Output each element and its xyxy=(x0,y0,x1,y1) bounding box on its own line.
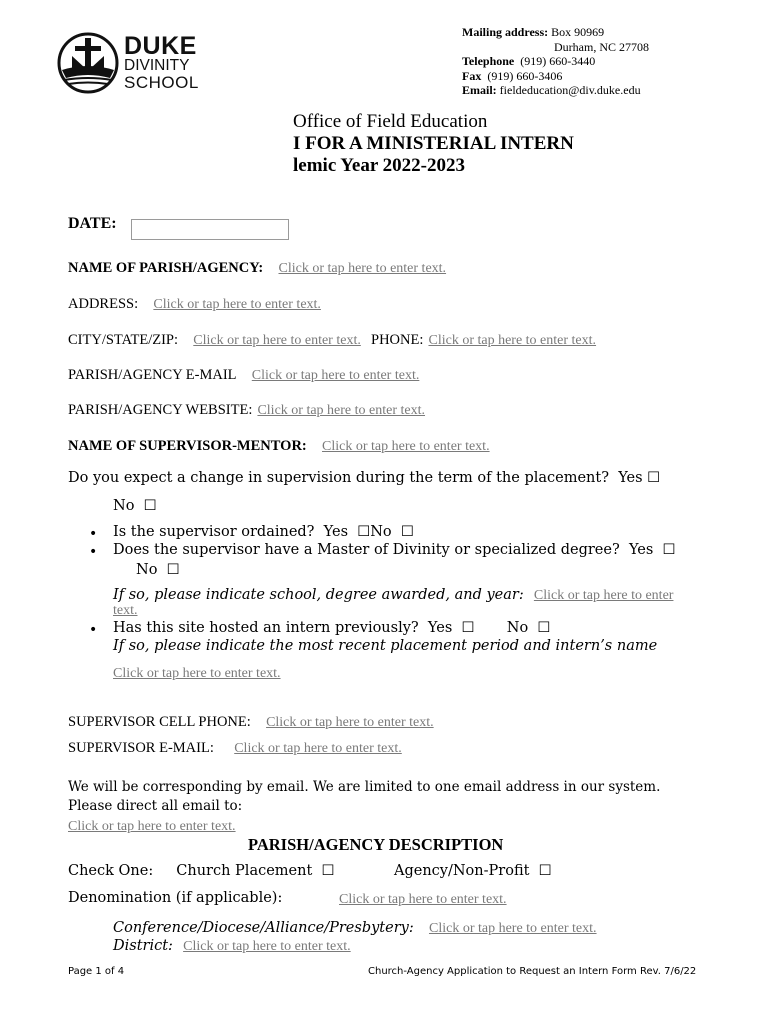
degree-yes-label: Yes xyxy=(628,542,654,558)
contact-block xyxy=(462,25,649,98)
hosted-no-checkbox[interactable]: ☐ xyxy=(537,620,551,636)
logo-school: SCHOOL xyxy=(124,73,199,92)
parish-name-label: NAME OF PARISH/AGENCY: xyxy=(68,260,264,276)
ordained-question xyxy=(113,524,414,540)
hosted-no-label: No xyxy=(506,620,529,636)
correspondence-email-input[interactable]: Click or tap here to enter text. xyxy=(68,819,236,834)
conference-label: Conference/Diocese/Alliance/Presbytery: xyxy=(113,920,414,936)
degree-yes-checkbox[interactable]: ☐ xyxy=(662,542,676,558)
supervisor-email-input[interactable]: Click or tap here to enter text. xyxy=(234,741,402,756)
agency-label: Agency/Non-Profit xyxy=(394,863,530,879)
parish-name-input[interactable]: Click or tap here to enter text. xyxy=(278,261,447,276)
parish-email-input[interactable]: Click or tap here to enter text. xyxy=(251,368,420,383)
change-no-checkbox[interactable]: ☐ xyxy=(143,498,157,514)
degree-no-line xyxy=(136,562,180,578)
degree-details-input[interactable]: Click or tap here to enter xyxy=(533,588,674,603)
ordained-yes-label: Yes xyxy=(323,524,349,540)
form-title: I FOR A MINISTERIAL INTERN xyxy=(293,133,574,154)
church-placement-checkbox[interactable]: ☐ xyxy=(321,863,335,879)
bullet-hosted: • xyxy=(89,622,98,638)
change-yes-label: Yes xyxy=(618,470,643,486)
hosted-details-input[interactable]: Click or tap here to enter text. xyxy=(113,666,281,681)
conference-input[interactable]: Click or tap here to enter text. xyxy=(428,921,597,936)
logo-duke: DUKE xyxy=(124,32,197,60)
address-input[interactable]: Click or tap here to enter text. xyxy=(153,297,321,312)
correspondence-line2: Please direct all email to: xyxy=(68,798,243,814)
address-label: ADDRESS: xyxy=(68,296,139,312)
website-row xyxy=(68,399,425,419)
degree-followup-text: If so, please indicate school, degree awarded, and year: xyxy=(113,587,524,603)
telephone-label: Telephone xyxy=(462,54,515,68)
denomination-input[interactable]: Click or tap here to enter text. xyxy=(339,892,507,907)
supervisor-label: NAME OF SUPERVISOR-MENTOR: xyxy=(68,438,307,454)
degree-followup xyxy=(113,584,673,604)
check-one-row xyxy=(68,863,335,879)
page-number: Page 1 of 4 xyxy=(68,966,125,977)
telephone-value: (919) 660-3440 xyxy=(520,54,596,68)
city-line: Durham, NC 27708 xyxy=(554,39,649,54)
date-input[interactable] xyxy=(131,219,289,240)
degree-question xyxy=(113,542,676,558)
bullet-ordained: • xyxy=(89,526,98,542)
degree-no-checkbox[interactable]: ☐ xyxy=(166,562,180,578)
supervisor-input[interactable]: Click or tap here to enter text. xyxy=(322,439,490,454)
supervisor-cell-row xyxy=(68,711,434,731)
academic-year: lemic Year 2022-2023 xyxy=(293,155,466,176)
phone-label: PHONE: xyxy=(371,332,424,348)
mailing-label: Mailing address: xyxy=(462,25,549,39)
supervisor-row xyxy=(68,435,490,455)
check-one-label: Check One: xyxy=(68,863,154,879)
hosted-question xyxy=(113,620,550,636)
district-input[interactable]: Click or tap here to enter text. xyxy=(183,939,351,954)
supervisor-cell-label: SUPERVISOR CELL PHONE: xyxy=(68,714,251,730)
hosted-yes-label: Yes xyxy=(427,620,453,636)
supervisor-email-label: SUPERVISOR E-MAIL: xyxy=(68,740,214,756)
email-value: fieldeducation@div.duke.edu xyxy=(499,83,641,97)
parish-email-label: PARISH/AGENCY E-MAIL xyxy=(68,367,237,383)
supervisor-cell-input[interactable]: Click or tap here to enter text. xyxy=(266,715,434,730)
logo-divinity: DIVINITY xyxy=(124,57,190,74)
city-input[interactable]: Click or tap here to enter text. xyxy=(193,333,361,348)
correspondence-line1: We will be corresponding by email. We are limited to one email address in our system. xyxy=(68,779,661,795)
bullet-degree: • xyxy=(89,544,98,560)
denomination-label: Denomination (if applicable): xyxy=(68,890,283,906)
agency-row xyxy=(394,863,552,879)
mailing-value: Box 90969 xyxy=(551,25,605,39)
district-label: District: xyxy=(113,938,173,954)
ordained-no-label: No xyxy=(370,524,392,540)
hosted-yes-checkbox[interactable]: ☐ xyxy=(461,620,475,636)
email-label: Email: xyxy=(462,83,497,97)
fax-value: (919) 660-3406 xyxy=(487,68,563,83)
change-question xyxy=(68,470,660,486)
church-placement-label: Church Placement xyxy=(176,863,313,879)
date-label: DATE: xyxy=(68,215,117,232)
degree-no-label: No xyxy=(136,562,158,578)
website-input[interactable]: Click or tap here to enter text. xyxy=(257,403,426,418)
hosted-followup-text: If so, please indicate the most recent placement period and intern’s name xyxy=(113,638,658,654)
city-phone-row xyxy=(68,329,596,349)
address-row xyxy=(68,293,321,313)
conference-row xyxy=(113,917,597,937)
ordained-yes-checkbox[interactable]: ☐ xyxy=(357,524,371,540)
change-yes-checkbox[interactable]: ☐ xyxy=(647,470,661,486)
change-no-line xyxy=(113,498,157,514)
phone-input[interactable]: Click or tap here to enter text. xyxy=(428,333,597,348)
degree-details-input-wrap[interactable]: text. xyxy=(113,603,138,618)
ordained-no-checkbox[interactable]: ☐ xyxy=(400,524,414,540)
description-header: PARISH/AGENCY DESCRIPTION xyxy=(248,835,504,854)
degree-text: Does the supervisor have a Master of Divinity or specialized degree? xyxy=(113,542,620,558)
website-label: PARISH/AGENCY WEBSITE: xyxy=(68,402,253,418)
form-revision: Church-Agency Application to Request an Intern Form Rev. 7/6/22 xyxy=(368,966,697,977)
office-heading: Office of Field Education xyxy=(293,111,488,132)
city-label: CITY/STATE/ZIP: xyxy=(68,332,179,348)
parish-email-row xyxy=(68,364,419,384)
agency-checkbox[interactable]: ☐ xyxy=(538,863,552,879)
change-no-label: No xyxy=(113,498,135,514)
fax-label: Fax xyxy=(462,68,482,83)
duke-divinity-logo xyxy=(56,32,216,94)
parish-name-row xyxy=(68,257,446,277)
ordained-text: Is the supervisor ordained? xyxy=(113,524,315,540)
district-row xyxy=(113,935,351,955)
supervisor-email-row xyxy=(68,737,402,757)
hosted-text: Has this site hosted an intern previously? xyxy=(113,620,419,636)
chapel-seal-icon xyxy=(56,32,120,94)
change-question-text: Do you expect a change in supervision during the term of the placement? xyxy=(68,470,609,486)
